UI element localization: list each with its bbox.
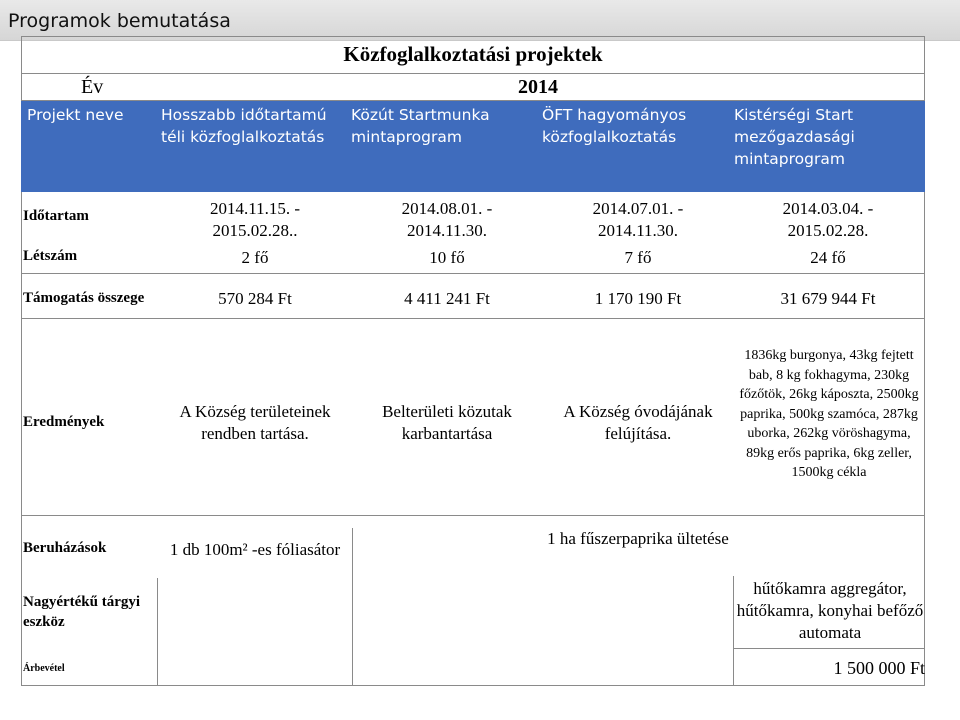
- duration-4-start: 2014.03.04. -: [782, 199, 874, 218]
- headcount-label: Létszám: [23, 248, 78, 264]
- results-value-3: A Község óvodájának felújítása.: [563, 402, 713, 443]
- revenue-value: 1 500 000 Ft: [833, 658, 925, 678]
- duration-2-end: 2014.11.30.: [406, 221, 488, 240]
- equipment-value: hűtőkamra aggregátor, hűtőkamra, konyhai befőző automata: [736, 579, 924, 642]
- duration-4-end: 2015.02.28.: [787, 221, 869, 240]
- divider-support: [21, 318, 925, 319]
- duration-1-end: 2015.02.28..: [212, 221, 298, 240]
- revenue-label: Árbevétel: [23, 663, 65, 674]
- results-value-4: 1836kg burgonya, 43kg fejtett bab, 8 kg fokhagyma, 230kg főzőtök, 26kg káposzta, 2500kg paprika, 500kg szamóca, 287kg uborka, 262kg vöröshagyma, 89kg erős paprika, 6kg zeller, 1500kg cékla: [739, 348, 919, 480]
- duration-value-3: [543, 198, 733, 242]
- project-name-1: Hosszabb időtartamú téli közfoglalkoztatás: [161, 106, 327, 146]
- duration-value-1: [160, 198, 350, 242]
- divider-col-b: [352, 528, 353, 686]
- support-value-2: 4 411 241 Ft: [404, 289, 490, 308]
- investments-label: Beruházások: [23, 540, 107, 556]
- duration-3-start: 2014.07.01. -: [592, 199, 684, 218]
- duration-1-start: 2014.11.15. -: [209, 199, 301, 218]
- investments-value-1: 1 db 100m² -es fóliasátor: [169, 540, 341, 559]
- year-label: Év: [81, 76, 104, 98]
- project-name-3: ÖFT hagyományos közfoglalkoztatás: [542, 106, 687, 146]
- investments-value-2: 1 ha fűszerpaprika ültetése: [547, 529, 729, 548]
- window-title-bar: [0, 0, 960, 41]
- project-name-row: [21, 101, 925, 192]
- divider-col-a: [157, 578, 158, 686]
- support-value-3: 1 170 190 Ft: [594, 289, 682, 308]
- headcount-value-3: 7 fő: [624, 248, 652, 267]
- duration-label: Időtartam: [23, 208, 89, 224]
- table-title: Közfoglalkoztatási projektek: [343, 42, 603, 66]
- results-value-1: A Község területeinek rendben tartása.: [179, 402, 331, 443]
- duration-2-start: 2014.08.01. -: [401, 199, 493, 218]
- headcount-value-4: 24 fő: [810, 248, 846, 267]
- support-value-1: 570 284 Ft: [218, 289, 292, 308]
- equipment-label: Nagyértékű tárgyi eszköz: [23, 594, 141, 630]
- project-name-label: Projekt neve: [27, 106, 124, 124]
- project-name-4: Kistérségi Start mezőgazdasági mintaprogram: [734, 106, 855, 168]
- duration-value-2: [352, 198, 542, 242]
- divider-headcount: [21, 273, 925, 274]
- divider-col-c: [733, 576, 734, 686]
- headcount-value-2: 10 fő: [429, 248, 465, 267]
- divider-equipment: [733, 648, 925, 649]
- support-label: Támogatás összege: [23, 290, 145, 306]
- duration-value-4: [733, 198, 923, 242]
- results-value-2: Belterületi közutak karbantartása: [382, 402, 512, 443]
- headcount-value-1: 2 fő: [241, 248, 269, 267]
- year-row: [21, 74, 925, 101]
- duration-3-end: 2014.11.30.: [597, 221, 679, 240]
- project-name-2: Közút Startmunka mintaprogram: [351, 106, 490, 146]
- year-value: 2014: [518, 76, 558, 98]
- table-title-row: [21, 36, 925, 74]
- divider-results: [21, 515, 925, 516]
- window-title: Programok bemutatása: [8, 10, 231, 32]
- support-value-4: 31 679 944 Ft: [780, 289, 876, 308]
- results-label: Eredmények: [23, 414, 105, 430]
